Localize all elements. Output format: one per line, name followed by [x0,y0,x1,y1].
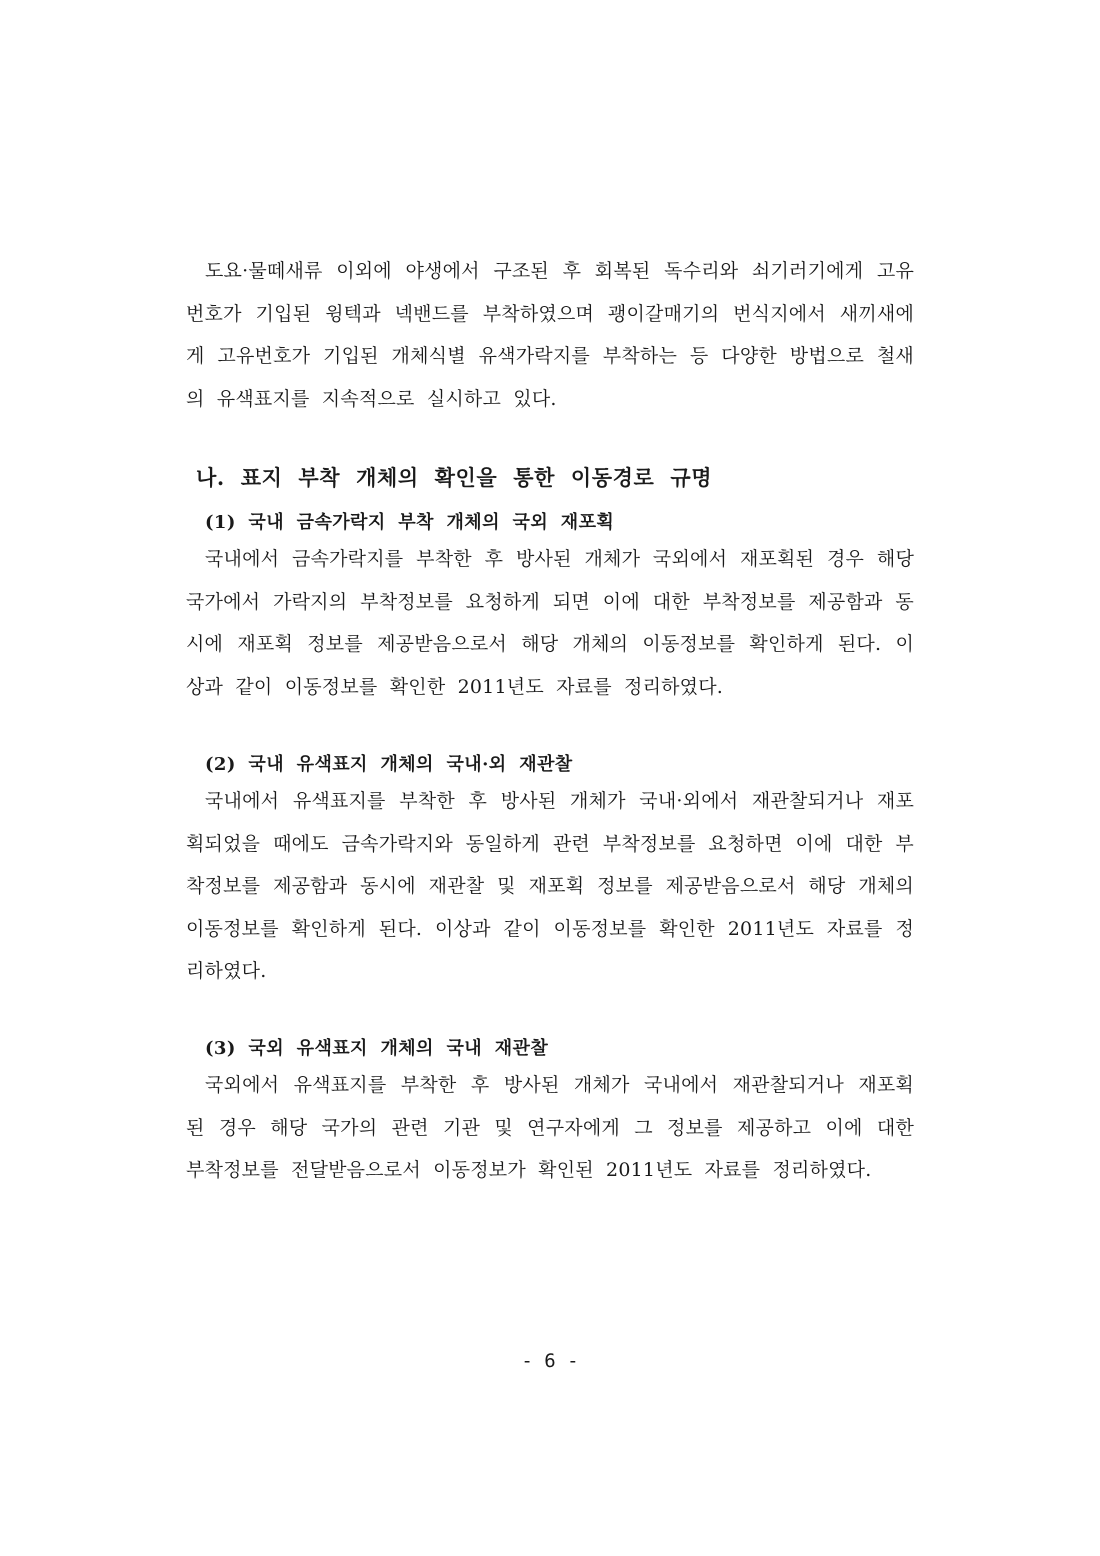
section-heading: 나. 표지 부착 개체의 확인을 통한 이동경로 규명 [196,465,713,490]
subsection-1-body: 국내에서 금속가락지를 부착한 후 방사된 개체가 국외에서 재포획된 경우 해당국가에서 가락지의 부착정보를 요청하게 되면 이에 대한 부착정보를 제공함과 동시에 재포획 정보를 제공받음으로서 해당 개체의 이동정보를 확인하게 된다. 이상과 같이 이동정보를 확인한 2011년도 자료를 정리하였다. [186,548,914,698]
subsection-2-heading: (2) 국내 유색표지 개체의 국내·외 재관찰 [205,754,573,775]
subsection-3-body: 국외에서 유색표지를 부착한 후 방사된 개체가 국내에서 재관찰되거나 재포획된 경우 해당 국가의 관련 기관 및 연구자에게 그 정보를 제공하고 이에 대한 부착정보를 전달받음으로서 이동정보가 확인된 2011년도 자료를 정리하였다. [186,1074,914,1181]
subsection-1-heading: (1) 국내 금속가락지 부착 개체의 국외 재포획 [205,512,615,533]
subsection-2-body: 국내에서 유색표지를 부착한 후 방사된 개체가 국내·외에서 재관찰되거나 재포획되었을 때에도 금속가락지와 동일하게 관련 부착정보를 요청하면 이에 대한 부착정보를 제공함과 동시에 재관찰 및 재포획 정보를 제공받음으로서 해당 개체의 이동정보를 확인하게 된다. 이상과 같이 이동정보를 확인한 2011년도 자료를 정리하였다. [186,790,914,982]
subsection-3-heading: (3) 국외 유색표지 개체의 국내 재관찰 [205,1038,549,1059]
page-number: - 6 - [521,1350,579,1372]
intro-paragraph: 도요·물떼새류 이외에 야생에서 구조된 후 회복된 독수리와 쇠기러기에게 고유번호가 기입된 윙텍과 넥밴드를 부착하였으며 괭이갈매기의 번식지에서 새끼새에게 고유번호가 기입된 개체식별 유색가락지를 부착하는 등 다양한 방법으로 철새의 유색표지를 지속적으로 실시하고 있다. [186,260,914,410]
